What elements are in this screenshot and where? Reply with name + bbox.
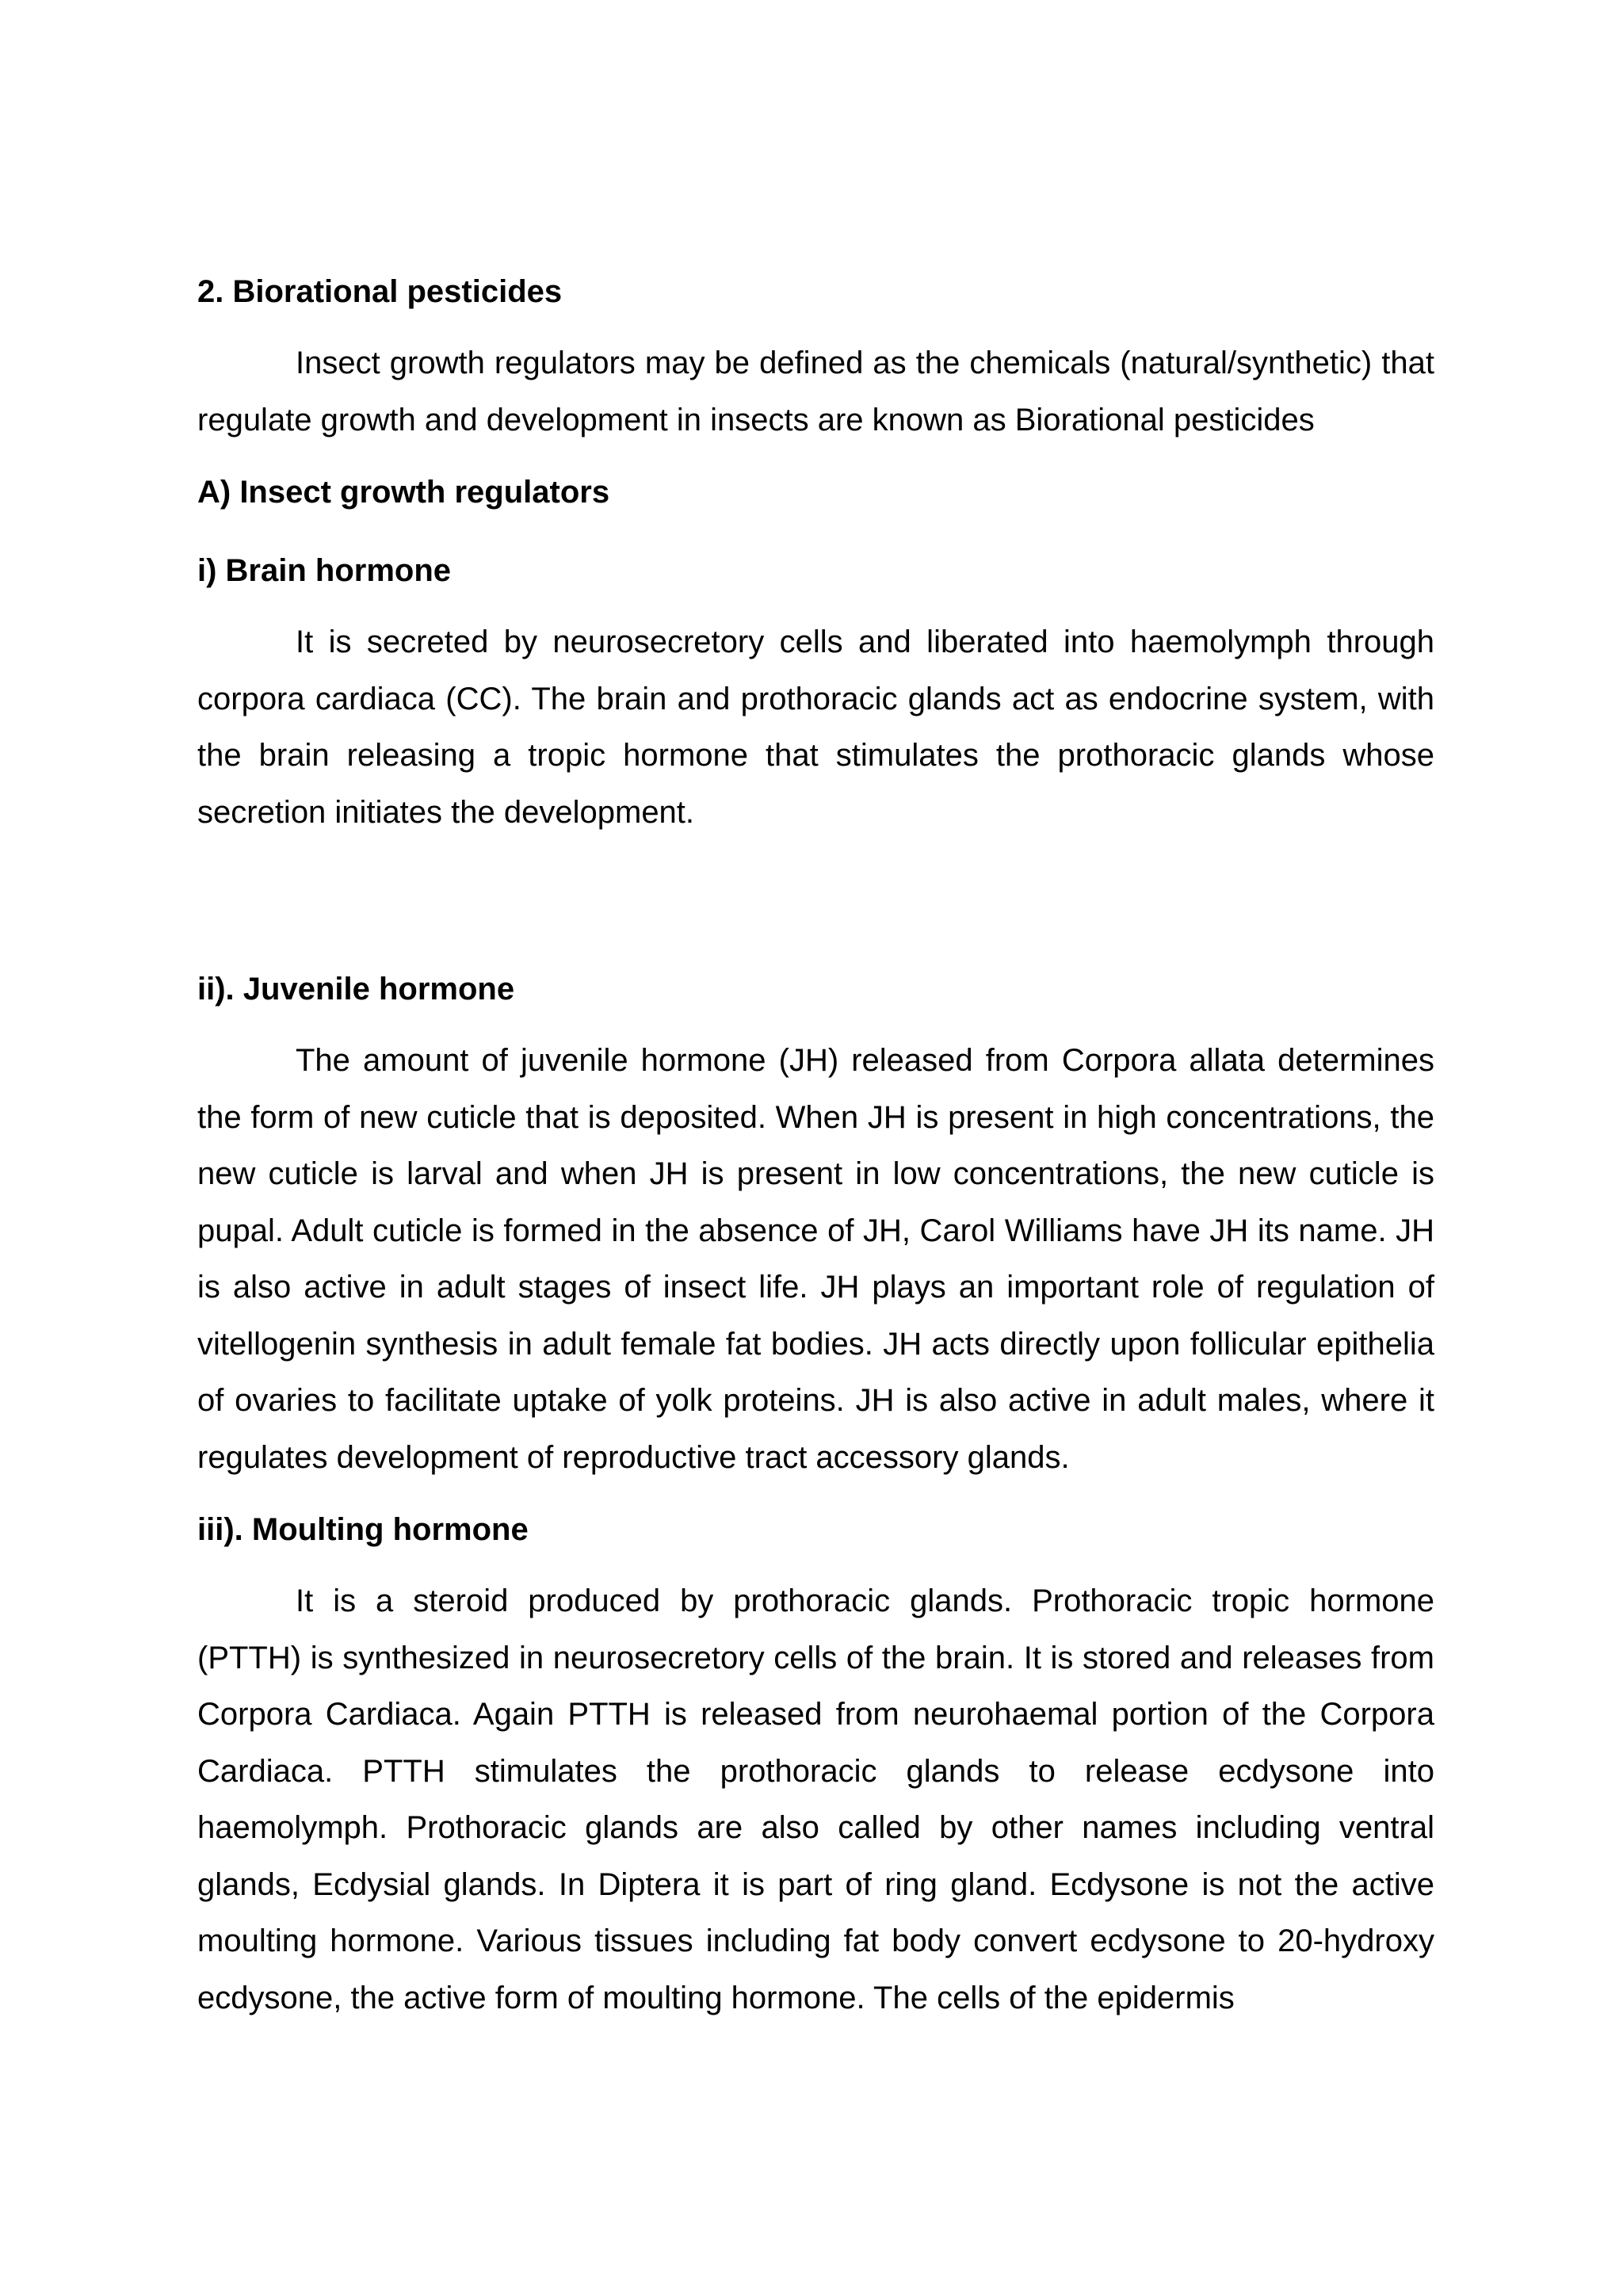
moulting-hormone-paragraph: It is a steroid produced by prothoracic glands. Prothoracic tropic hormone (PTTH) is synthesized in neurosecretory cells of the brain. It is stored and releases from Corpora Cardiaca. Again PTTH is released from neurohaemal portion of the Corpora Cardiaca. PTTH stimulates the prothoracic glands to release ecdysone into haemolymph. Prothoracic glands are also called by other names including ventral glands, Ecdysial glands. In Diptera it is part of ring gland. Ecdysone is not the active moulting hormone. Various tissues including fat body convert ecdysone to 20-hydroxy ecdysone, the active form of moulting hormone. The cells of the epidermis [197, 1584, 1434, 2015]
brain-hormone-paragraph: It is secreted by neurosecretory cells and liberated into haemolymph through corpora cardiaca (CC). The brain and prothoracic glands act as endocrine system, with the brain releasing a tropic hormone that stimulates the prothoracic glands whose secretion initiates the development. [197, 625, 1434, 830]
juvenile-hormone-paragraph: The amount of juvenile hormone (JH) released from Corpora allata determines the form of new cuticle that is deposited. When JH is present in high concentrations, the new cuticle is larval and when JH is present in low concentrations, the new cuticle is pupal. Adult cuticle is formed in the absence of JH, Carol Williams have JH its name. JH is also active in adult stages of insect life. JH plays an important role of regulation of vitellogenin synthesis in adult female fat bodies. JH acts directly upon follicular epithelia of ovaries to facilitate uptake of yolk proteins. JH is also active in adult males, where it regulates development of reproductive tract accessory glands. [197, 1043, 1434, 1475]
heading-juvenile-hormone: ii). Juvenile hormone [197, 972, 515, 1007]
heading-brain-hormone: i) Brain hormone [197, 553, 452, 588]
intro-paragraph: Insect growth regulators may be defined as the chemicals (natural/synthetic) that regulate growth and development in insects are known as Biorational pesticides [197, 346, 1434, 437]
section-heading-biorational-pesticides: 2. Biorational pesticides [197, 274, 563, 309]
subsection-heading-insect-growth-regulators: A) Insect growth regulators [197, 475, 610, 510]
heading-moulting-hormone: iii). Moulting hormone [197, 1512, 529, 1547]
